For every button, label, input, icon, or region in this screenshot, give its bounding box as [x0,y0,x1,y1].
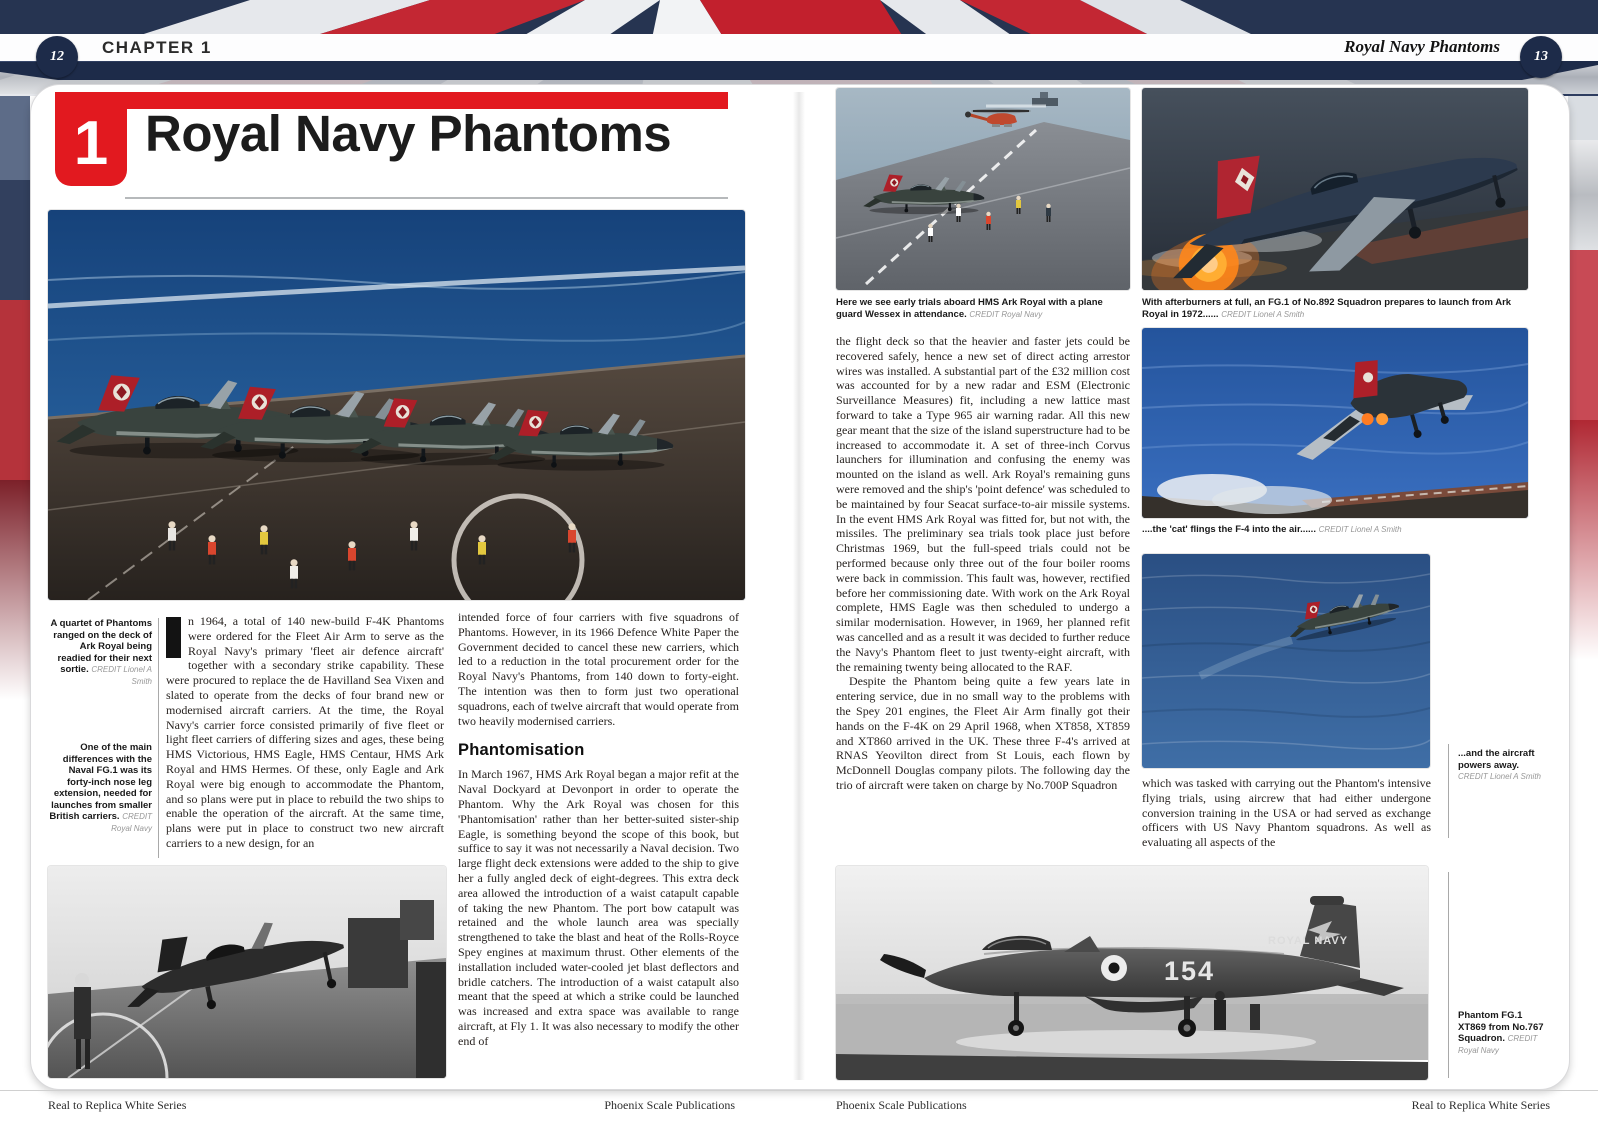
running-header-title: Royal Navy Phantoms [1344,37,1500,56]
bw-photo-xt869 [836,866,1428,1080]
footer-publisher-right: Phoenix Scale Publications [836,1098,967,1112]
xt869-illustration [836,866,1428,1080]
left-column-1 [166,614,444,862]
right-column-1-para2: Despite the Phantom being quite a few years late in entering service, due in no small way to the problems with the Spey 201 engines, the Fleet Air Arm finally got their hands on the F-4K on 29 April 1968, when XT858, XT859 and XT860 arrived in the UK. These three F-4's arrived at RNAS Yeovilton direct from St Louis, each flown by McDonnell Douglas company pilots. The following day the trio of aircraft were taken on charge by No.700P Squadron [836,674,1130,792]
caption-powers-away [1458,748,1544,783]
caption-noseleg-text: One of the main differences with the Naval FG.1 was its forty-inch nose leg extension, needed for launches from smaller British carriers. [49,742,152,822]
caption-powers-away-credit: CREDIT Lionel A Smith [1458,772,1541,781]
left-column-2 [458,610,739,1086]
caption-trials-credit: CREDIT Royal Navy [969,309,1043,319]
bw-photo-catapult-launch [48,866,446,1078]
carrier-deck-illustration [48,210,745,600]
left-column-2-para2: In March 1967, HMS Ark Royal began a major refit at the Naval Dockyard at Devonport in order to operate the Phantom. Why the Ark Royal was chosen for this 'Phantomisation' rather than her better-suited sister-ship Eagle, is something beyond the scope of this book, but suffice to say it was not necessarily a Naval decision. Two large flight deck extensions were added to the ship to give her a fully angled deck of eight-degrees. This extra deck area allowed the introduction of a waist catapult capable of taking the new Phantom. The port bow catapult was retained and the whole launch area was specially strengthened to take the blast and heat of the Rolls-Royce Spey engines at maximum thrust. Other elements of the installation included water-cooled jet blast deflectors and bridle catchers. The introduction of a waist catapult also meant that the speed at which a strike could be launched was increased and extra space was available to range aircraft, at Fly 1. It was also necessary to modify the other end of [458,767,739,1048]
right-column-1-para1: the flight deck so that the heavier and faster jets could be recovered safely, hence a new set of direct acting arrestor wires was installed. A substantial part of the £32 million cost was accounted for by a new radar and ESM (Electronic Surveillance Measures) fit, including a new lattice mast forward to take a Type 965 air warning radar. All this new gear meant that the size of the island superstructure had to be increased to accommodate it. A set of three-inch Corvus launchers for illumination and confusing the enemy was mounted on the island as well. Ark Royal's remaining guns were removed and the ship's 'point defence' was scheduled to be maintained by four Seacat surface-to-air missile systems. In the event HMS Ark Royal was fitted for, but not with, the missiles. The preliminary sea trials took place just before Christmas 1969, but the full-speed trials could not be performed because only three out of the four boiler rooms were back in commission. This fault was, however, rectified before her commissioning date. With work on the Ark Royal complete, HMS Eagle was then scheduled to undergo a similar modernisation. However, in 1969, her planned refit was cancelled and as a result it was decided to further reduce the Navy's Phantom fleet to just twenty-eight aircraft, with the remaining twenty being allocated to the RAF. [836,334,1130,674]
page-gutter [793,92,805,1080]
left-column-1-text: n 1964, a total of 140 new-build F-4K Phantoms were ordered for the Fleet Air Arm to serve as the Royal Navy's primary 'fleet air defence aircraft' together with a secondary strike capability. These were procured to replace the de Havilland Sea Vixen and slated to operate from the decks of four brand new or modernised aircraft carriers. At the time, the Royal Navy's carrier force consisted primarily of five fleet or light fleet carriers of differing sizes and ages, these being HMS Victorious, HMS Eagle, HMS Centaur, HMS Ark Royal and HMS Hermes. Of these, only Eagle and Ark Royal were big enough to accommodate the Phantom, and so plans were put in place to rebuild the two ships to enable the operation of the aircraft. At the same time, plans were put in place to construct two new aircraft carriers to a new design, for an [166,614,444,850]
powers-away-illustration [1142,554,1430,768]
running-header-chapter: CHAPTER 1 [102,38,212,57]
caption-quartet-text: A quartet of Phantoms ranged on the deck of Ark Royal being readied for their next sortie. [50,618,152,675]
caption-afterburners-text: With afterburners at full, an FG.1 of No.892 Squadron prepares to launch from Ark Royal in 1972...... [1142,297,1512,320]
subheading-phantomisation: Phantomisation [458,741,585,760]
main-photo-carrier-deck [48,210,745,600]
footer-series-left: Real to Replica White Series [48,1098,187,1112]
catapult-launch-illustration [48,866,446,1078]
chapter-title: Royal Navy Phantoms [145,105,672,162]
caption-rule-left [158,618,159,858]
royal-navy-marking: ROYAL NAVY [1268,935,1349,947]
right-column-2-text: which was tasked with carrying out the Phantom's intensive flying trials, using aircrew that had either undergone conversion training in the USA or had served as exchange officers with US Navy Phantom squadrons. As well as evaluating all aspects of the [1142,776,1431,850]
chapter-number: 1 [73,109,109,178]
caption-cat [1142,524,1528,536]
page-number-right: 13 [1520,36,1562,78]
caption-xt869-credit: CREDIT Royal Navy [1458,1034,1538,1055]
caption-cat-text: ....the 'cat' flings the F-4 into the air...... [1142,524,1316,535]
left-column-2-para1: intended force of four carriers with five squadrons of Phantoms. However, in its 1966 Defence White Paper the Government decided to cancel these new carriers, which led to a reduction in the total procurement order for the Royal Navy's Phantoms, from 140 down to forty-eight. The intention was then to form just two operational squadrons, each of twelve aircraft that would operate from two heavily modernised carriers. [458,610,739,728]
caption-trials-text: Here we see early trials aboard HMS Ark Royal with a plane guard Wessex in attendance. [836,297,1103,320]
trials-illustration [836,88,1130,290]
caption-rule-xt869 [1448,872,1449,1078]
aircraft-number-marking: 154 [1164,956,1216,986]
drop-cap [166,617,181,658]
photo-afterburner-launch [1142,88,1528,290]
caption-afterburners [1142,297,1528,320]
right-column-1 [836,334,1130,862]
caption-noseleg [46,742,152,834]
photo-trials-wessex [836,88,1130,290]
caption-xt869-text: Phantom FG.1 XT869 from No.767 Squadron. [1458,1010,1544,1044]
caption-cat-credit: CREDIT Lionel A Smith [1318,525,1402,534]
caption-quartet-credit: CREDIT Lionel A Smith [91,665,152,686]
photo-cat-launch [1142,328,1528,518]
footer-series-right: Real to Replica White Series [1411,1098,1550,1112]
photo-powers-away [1142,554,1430,768]
caption-powers-away-text: ...and the aircraft powers away. [1458,748,1535,771]
cat-launch-illustration [1142,328,1528,518]
caption-noseleg-credit: CREDIT Royal Navy [111,812,152,833]
chapter-number-badge [55,92,127,186]
right-column-2 [1142,776,1431,862]
afterburner-illustration [1142,88,1528,290]
title-rule [125,197,728,199]
caption-rule-powers-away [1448,744,1449,838]
caption-trials [836,297,1130,320]
page-number-left: 12 [36,36,78,78]
caption-xt869 [1458,1010,1548,1056]
footer-rule [0,1090,1598,1091]
caption-afterburners-credit: CREDIT Lionel A Smith [1221,309,1305,319]
caption-quartet [46,618,152,687]
footer-publisher-left: Phoenix Scale Publications [604,1098,735,1112]
